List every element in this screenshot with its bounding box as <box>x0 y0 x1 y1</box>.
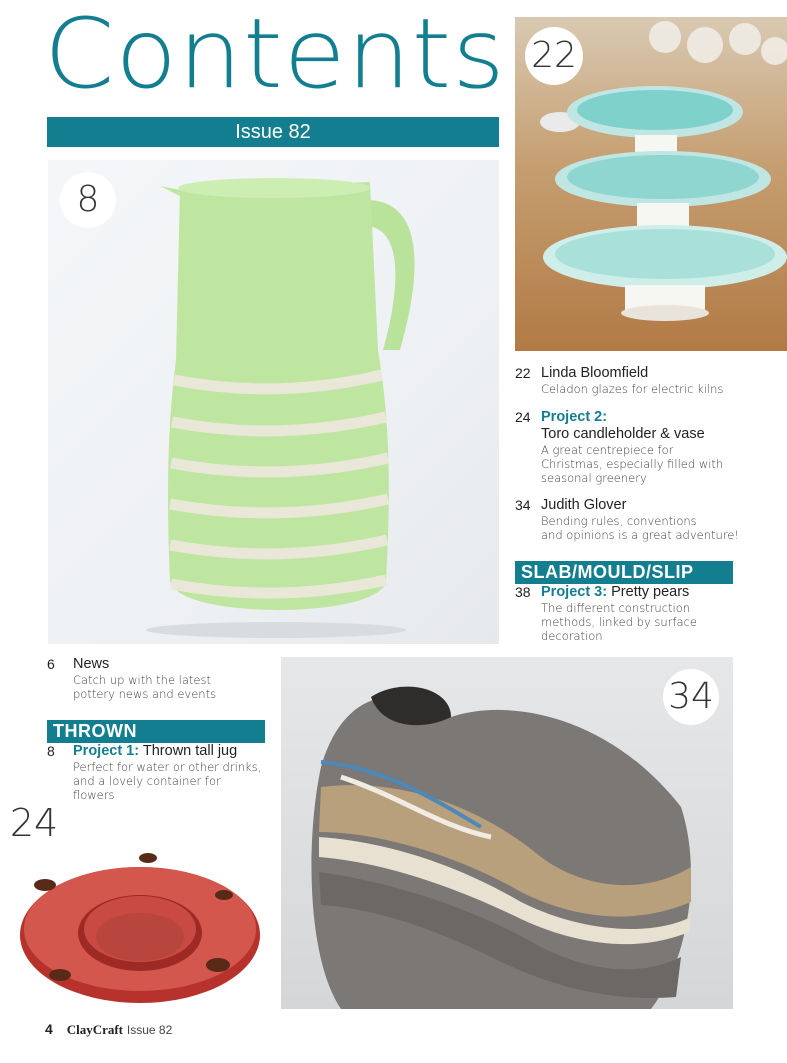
entry-page-number: 6 <box>47 656 55 672</box>
entry-description-line: and opinions is a great adventure! <box>541 528 739 542</box>
entry-project-label: Project 1: <box>73 743 140 759</box>
jug-photo[interactable] <box>48 160 499 644</box>
entry-title: Thrown tall jug <box>142 743 238 759</box>
green-jug-illustration <box>48 160 499 644</box>
jug-page-number: 8 <box>60 172 116 228</box>
cake-stand-photo[interactable] <box>515 17 787 351</box>
entry-title: Pretty pears <box>611 584 690 600</box>
vase-page-number: 34 <box>663 669 719 725</box>
entry-page-number: 24 <box>515 409 531 425</box>
page-footer <box>45 1021 172 1038</box>
entry-title: Toro candleholder & vase <box>541 426 705 442</box>
entry-description-line: Bending rules, conventions <box>541 514 697 528</box>
entry-description: Celadon glazes for electric kilns <box>541 382 724 396</box>
entry-project-label: Project 3: <box>541 584 608 600</box>
footer-issue: Issue 82 <box>126 1023 173 1037</box>
entry-project-label: Project 2: <box>541 409 608 425</box>
issue-banner: Issue 82 <box>47 117 499 147</box>
candleholder-page-number: 24 <box>9 801 59 845</box>
entry-page-number: 22 <box>515 365 531 381</box>
entry-page-number: 34 <box>515 497 531 513</box>
entry-title: News <box>73 656 110 672</box>
stand-page-number: 22 <box>525 27 583 85</box>
entry-title: Linda Bloomfield <box>541 365 649 381</box>
red-candleholder-illustration <box>0 825 270 1010</box>
entry-page-number: 8 <box>47 743 55 759</box>
entry-description-line: pottery news and events <box>73 687 217 701</box>
section-header-slab-mould-slip: SLAB/MOULD/SLIP <box>515 561 733 584</box>
entry-description-line: flowers <box>73 788 115 802</box>
candleholder-photo[interactable] <box>0 801 270 1010</box>
entry-title: Judith Glover <box>541 497 627 513</box>
entry-description-line: A great centrepiece for <box>541 443 674 457</box>
footer-page-number: 4 <box>45 1021 53 1037</box>
entry-description-line: methods, linked by surface <box>541 615 697 629</box>
entry-description-line: Catch up with the latest <box>73 673 212 687</box>
vase-photo[interactable] <box>281 657 733 1009</box>
entry-description-line: decoration <box>541 629 603 643</box>
footer-magazine-name: ClayCraft <box>66 1022 124 1037</box>
entry-description-line: seasonal greenery <box>541 471 647 485</box>
entry-description-line: The different construction <box>541 601 691 615</box>
entry-page-number: 38 <box>515 584 531 600</box>
entry-description-line: and a lovely container for <box>73 774 221 788</box>
entry-description-line: Perfect for water or other drinks, <box>73 760 262 774</box>
page-title: Contents <box>44 0 506 110</box>
entry-description-line: Christmas, especially filled with <box>541 457 724 471</box>
section-header-thrown: THROWN <box>47 720 265 743</box>
